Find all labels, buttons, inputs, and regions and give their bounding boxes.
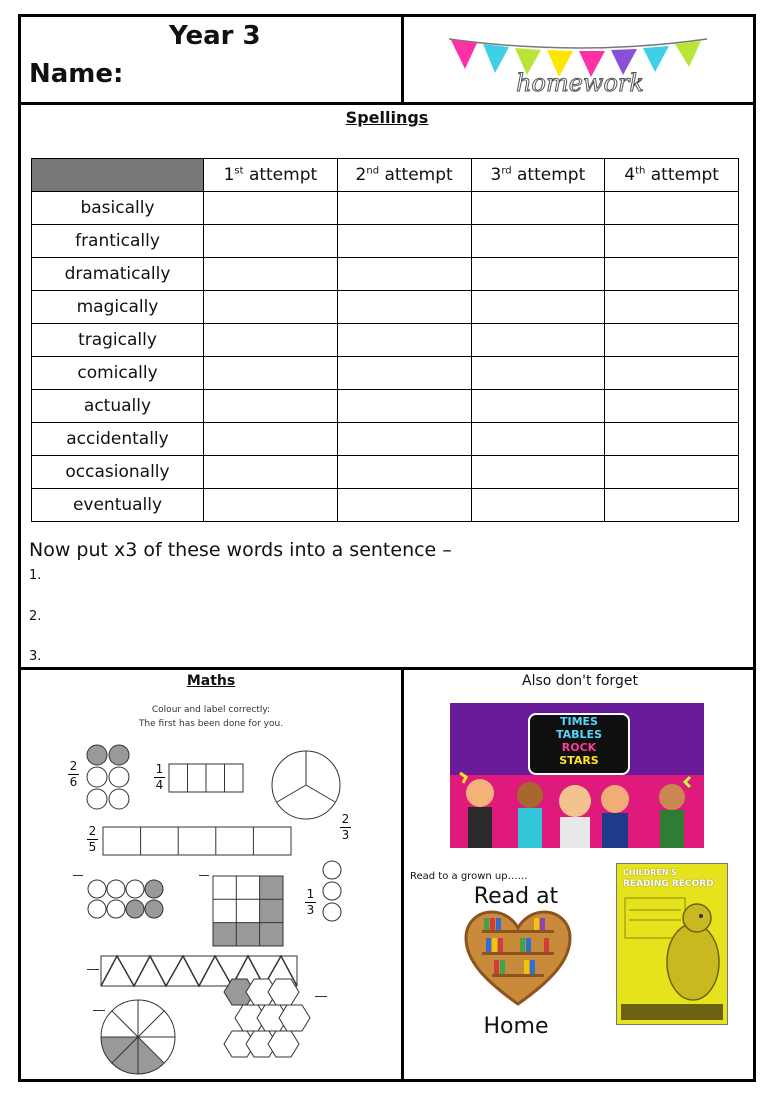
circle-shaded (87, 745, 107, 765)
attempt-cell[interactable] (204, 357, 338, 390)
ttrs-logo-line: STARS (559, 754, 599, 767)
sentence-line-1[interactable]: 1. (29, 568, 42, 583)
name-label: Name: (29, 59, 124, 89)
circle (87, 767, 107, 787)
attempt-cell[interactable] (605, 258, 739, 291)
flag (675, 41, 701, 67)
circle (109, 789, 129, 809)
attempt-cell[interactable] (204, 489, 338, 522)
attempt-cell[interactable] (471, 192, 605, 225)
flag (643, 46, 669, 72)
attempt-cell[interactable] (337, 324, 471, 357)
spelling-word: actually (32, 390, 204, 423)
attempt-cell[interactable] (204, 291, 338, 324)
attempt-header-1: 1st attempt (204, 159, 338, 192)
spelling-word: dramatically (32, 258, 204, 291)
attempt-cell[interactable] (471, 489, 605, 522)
home-label: Home (483, 1014, 549, 1039)
attempt-header-3: 3rd attempt (471, 159, 605, 192)
read-at-label: Read at (473, 884, 559, 909)
attempt-cell[interactable] (471, 225, 605, 258)
spellings-title: Spellings (345, 108, 429, 127)
attempt-cell[interactable] (204, 423, 338, 456)
maths-panel (21, 670, 401, 1082)
attempt-cell[interactable] (337, 489, 471, 522)
attempt-cell[interactable] (605, 192, 739, 225)
table-row (32, 390, 739, 423)
ttrs-logo-line: TIMES (560, 715, 598, 728)
spelling-word: accidentally (32, 423, 204, 456)
attempt-cell[interactable] (605, 291, 739, 324)
reminders-panel (404, 670, 756, 1082)
circles-thirds-vertical (322, 860, 344, 924)
attempt-cell[interactable] (471, 390, 605, 423)
circles-group (87, 878, 177, 922)
spelling-word: eventually (32, 489, 204, 522)
spelling-word: magically (32, 291, 204, 324)
circle (87, 789, 107, 809)
attempt-cell[interactable] (471, 357, 605, 390)
attempt-cell[interactable] (605, 225, 739, 258)
attempt-cell[interactable] (605, 390, 739, 423)
fraction-label-2: 1 4 (155, 762, 164, 792)
attempt-cell[interactable] (337, 225, 471, 258)
attempt-cell[interactable] (337, 390, 471, 423)
attempt-cell[interactable] (204, 192, 338, 225)
table-row (32, 324, 739, 357)
circle-thirds (271, 750, 343, 822)
bar-fifths (103, 827, 293, 857)
sentence-prompt: Now put x3 of these words into a sentence – (29, 539, 452, 561)
circles-2-of-6 (85, 744, 133, 814)
year-label: Year 3 (169, 21, 261, 51)
attempt-cell[interactable] (471, 324, 605, 357)
attempt-cell[interactable] (204, 456, 338, 489)
attempt-header-2: 2nd attempt (337, 159, 471, 192)
attempt-cell[interactable] (337, 258, 471, 291)
spelling-word: frantically (32, 225, 204, 258)
circle-shaded (109, 745, 129, 765)
spelling-word: tragically (32, 324, 204, 357)
header-divider (21, 102, 753, 105)
attempt-cell[interactable] (471, 423, 605, 456)
maths-instruction-2: The first has been done for you. (138, 719, 284, 729)
fraction-label-4: 2 5 (88, 824, 97, 854)
attempt-cell[interactable] (605, 456, 739, 489)
table-row (32, 192, 739, 225)
attempt-header-4: 4th attempt (605, 159, 739, 192)
attempt-cell[interactable] (337, 291, 471, 324)
banner-text: homework (516, 69, 644, 97)
circle-eighths (101, 1000, 177, 1076)
attempt-cell[interactable] (204, 390, 338, 423)
attempt-cell[interactable] (337, 192, 471, 225)
table-row (32, 225, 739, 258)
attempt-cell[interactable] (204, 225, 338, 258)
spelling-word: basically (32, 192, 204, 225)
attempt-cell[interactable] (471, 456, 605, 489)
attempt-cell[interactable] (471, 291, 605, 324)
spellings-table (31, 158, 739, 522)
fraction-label-5: 1 3 (306, 887, 315, 917)
read-prompt: Read to a grown up…… (410, 871, 528, 882)
sentence-line-3[interactable]: 3. (29, 649, 42, 664)
flag (483, 44, 509, 73)
table-row (32, 456, 739, 489)
circle (109, 767, 129, 787)
bunting-graphic (445, 31, 715, 95)
header-blank-cell (32, 159, 204, 192)
record-title-1: CHILDREN'S (623, 868, 677, 877)
header-vdivider (401, 17, 404, 103)
table-row (32, 423, 739, 456)
attempt-cell[interactable] (605, 423, 739, 456)
table-row (32, 291, 739, 324)
table-header-row (32, 159, 739, 192)
answer-blank[interactable] (73, 875, 83, 876)
fraction-label-3: 2 3 (341, 812, 350, 842)
bar-quarters (169, 764, 245, 794)
attempt-cell[interactable] (337, 357, 471, 390)
ttrs-characters-illustration (450, 763, 704, 848)
worksheet (18, 14, 756, 1082)
heart-bookshelf-icon (464, 910, 572, 1006)
attempt-cell[interactable] (204, 324, 338, 357)
table-row (32, 258, 739, 291)
attempt-cell[interactable] (605, 357, 739, 390)
maths-instruction-1: Colour and label correctly: (151, 705, 271, 715)
sentence-line-2[interactable]: 2. (29, 609, 42, 624)
maths-title: Maths (186, 673, 236, 689)
table-row (32, 489, 739, 522)
attempt-cell[interactable] (337, 423, 471, 456)
spelling-word: occasionally (32, 456, 204, 489)
grid-ninths (213, 876, 285, 948)
ttrs-banner[interactable] (450, 703, 704, 848)
flag (451, 40, 477, 69)
dog-illustration (617, 892, 727, 1024)
spelling-word: comically (32, 357, 204, 390)
attempt-cell[interactable] (471, 258, 605, 291)
reminders-title: Also don't forget (522, 673, 638, 689)
fraction-label-1: 2 6 (69, 759, 78, 789)
attempt-cell[interactable] (337, 456, 471, 489)
attempt-cell[interactable] (605, 324, 739, 357)
answer-blank[interactable] (199, 875, 209, 876)
hexagon-cluster (221, 976, 321, 1076)
attempt-cell[interactable] (204, 258, 338, 291)
homework-logo (445, 31, 715, 95)
record-title-2: READING RECORD (623, 879, 714, 889)
reading-record-book (616, 863, 728, 1025)
ttrs-logo-line: TABLES (556, 728, 602, 741)
table-row (32, 357, 739, 390)
answer-blank[interactable] (87, 969, 99, 970)
ttrs-logo-line: ROCK (561, 741, 597, 754)
attempt-cell[interactable] (605, 489, 739, 522)
